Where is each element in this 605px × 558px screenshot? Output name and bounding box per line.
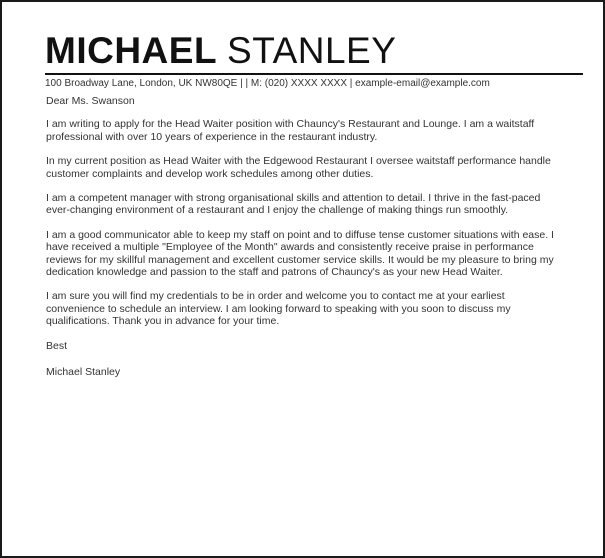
letter-body [46,95,566,391]
signature: Michael Stanley [46,366,121,379]
paragraph-skills: I am a competent manager with strong organisational skills and attention to detail. I thrive in the fast-paced ever-changing environment of a restaurant and I enjoy the challenge of making things run smoothly. [46,192,541,217]
paragraph-intro: I am writing to apply for the Head Waiter position with Chauncy's Restaurant and Lounge. I am a waitstaff professional with over 10 years of experience in the restaurant industry. [46,118,535,143]
last-name: STANLEY [227,30,397,71]
first-name: MICHAEL [45,30,218,71]
letter-header [45,31,583,90]
contact-line: 100 Broadway Lane, London, UK NW80QE | | M: (020) XXXX XXXX | example-email@example.com [45,73,583,90]
paragraph-communication: I am a good communicator able to keep my staff on point and to diffuse tense customer situations with ease. I have received a multiple "Employee of the Month" awards and consistently receive praise in performance reviews for my skillful management and excellent customer service skills. It would be my pleasure to bring my dedication knowledge and passion to the staff and patrons of Chauncy's as your new Head Waiter. [46,228,554,279]
paragraph-current-position: In my current position as Head Waiter with the Edgewood Restaurant I oversee waitstaff performance handle customer complaints and develop work schedules among other duties. [46,155,551,180]
applicant-name [45,31,583,71]
paragraph-closing-remarks: I am sure you will find my credentials to be in order and welcome you to contact me at your earliest convenience to schedule an interview. I am looking forward to speaking with you soon to discuss my qualifications. Thank you in advance for your time. [46,290,511,328]
closing: Best [46,339,68,352]
salutation: Dear Ms. Swanson [46,95,135,107]
